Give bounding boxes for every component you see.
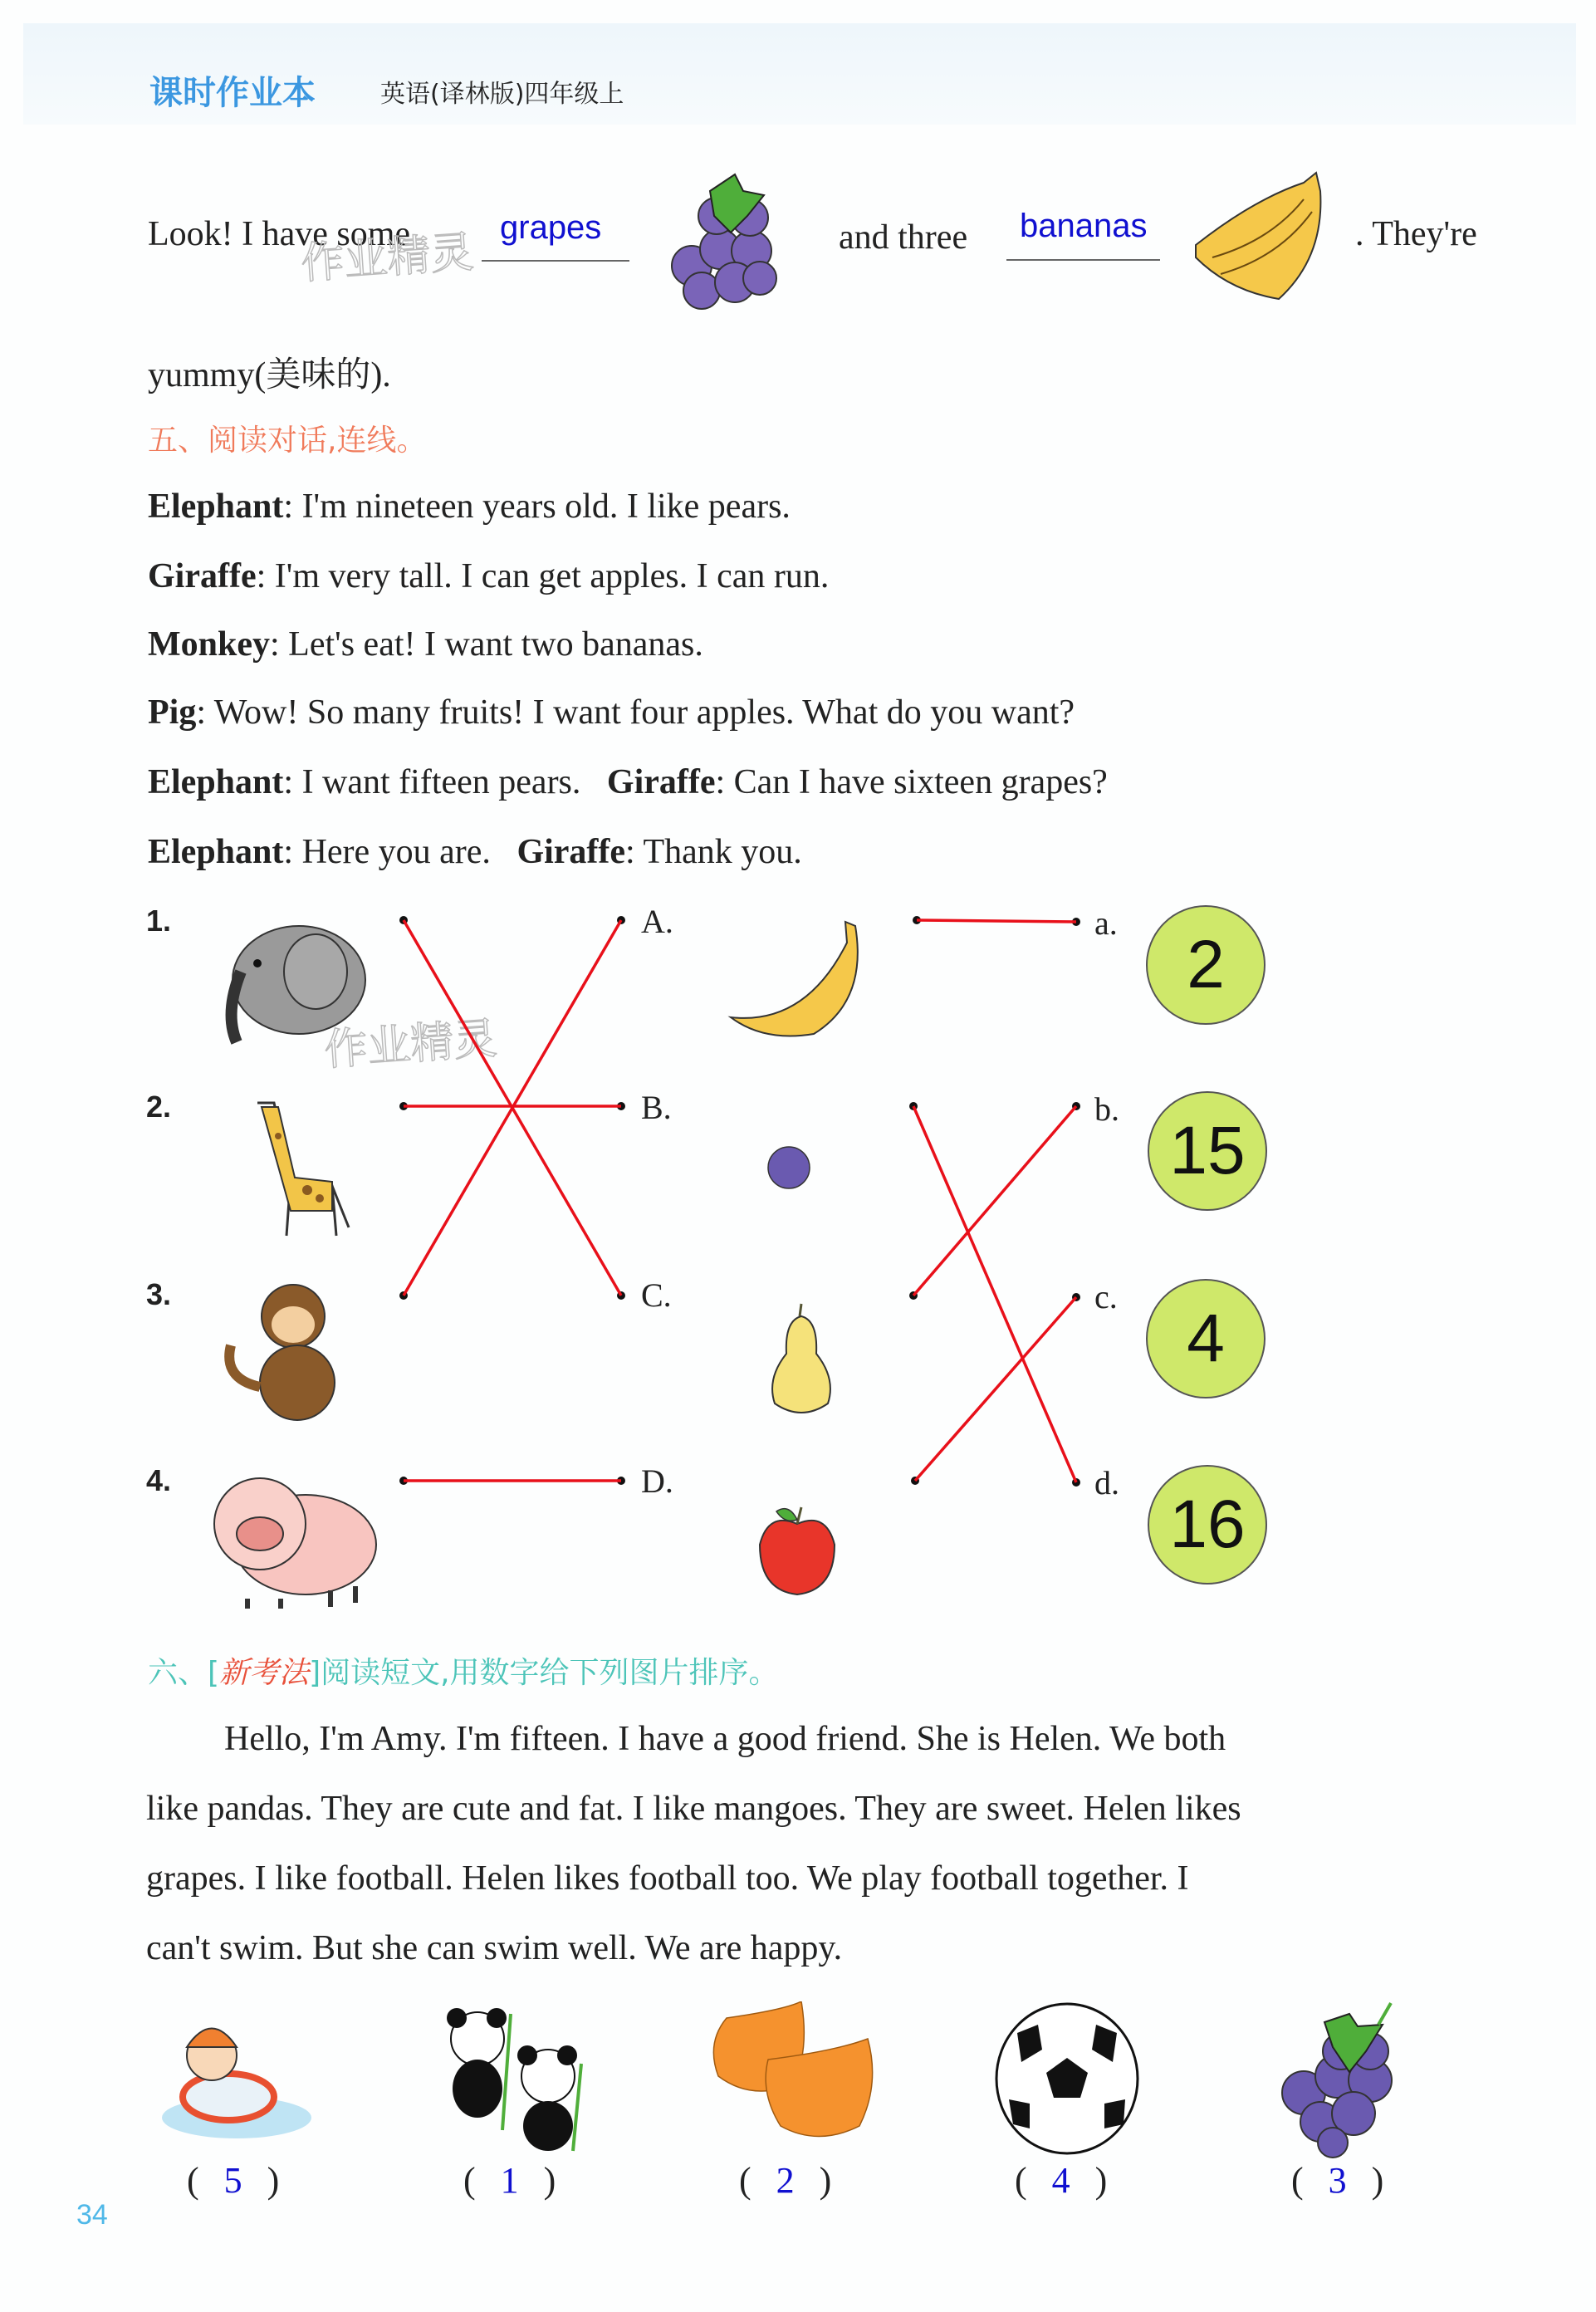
number-label-b: b. bbox=[1094, 1090, 1119, 1128]
sentence-part3: . They're bbox=[1355, 215, 1477, 253]
number-circle-2: 2 bbox=[1146, 905, 1266, 1025]
number-label-d: d. bbox=[1094, 1464, 1119, 1501]
answer-bananas: bananas bbox=[1020, 208, 1148, 244]
animal-num-4: 4. bbox=[146, 1463, 172, 1497]
passage-line-4: can't swim. But she can swim well. We are happy. bbox=[146, 1929, 843, 1967]
order-answer-pandas: ( 1 ) bbox=[463, 2160, 556, 2201]
dialogue-line-3: Monkey: Let's eat! I want two bananas. bbox=[148, 625, 703, 664]
brand-title: 课时作业本 bbox=[149, 74, 316, 112]
pandas-icon bbox=[432, 1997, 606, 2155]
passage-line-3: grapes. I like football. Helen likes football too. We play football together. I bbox=[146, 1859, 1189, 1898]
order-answer-swimming: ( 5 ) bbox=[187, 2160, 280, 2201]
animal-num-3: 3. bbox=[146, 1277, 172, 1311]
number-label-c: c. bbox=[1094, 1278, 1118, 1315]
number-circle-15: 15 bbox=[1148, 1091, 1267, 1211]
watermark: 作业精灵 bbox=[299, 227, 476, 290]
order-answer-football: ( 4 ) bbox=[1015, 2160, 1108, 2201]
passage-line-2: like pandas. They are cute and fat. I like mangoes. They are sweet. Helen likes bbox=[146, 1790, 1241, 1828]
fruit-label-a: A. bbox=[641, 903, 673, 940]
number-circle-16: 16 bbox=[1148, 1465, 1267, 1585]
dialogue-line-6: Elephant: Here you are. Giraffe: Thank you. bbox=[148, 833, 802, 871]
grapes-icon-2 bbox=[1266, 2001, 1416, 2159]
animal-num-2: 2. bbox=[146, 1090, 172, 1124]
football-icon bbox=[992, 2000, 1142, 2158]
fruit-label-d: D. bbox=[641, 1462, 673, 1500]
watermark-2: 作业精灵 bbox=[322, 1013, 499, 1076]
sentence-line2: yummy(美味的). bbox=[148, 356, 391, 394]
swimming-icon bbox=[154, 2010, 328, 2143]
number-circle-4: 4 bbox=[1146, 1279, 1266, 1398]
dialogue-line-4: Pig: Wow! So many fruits! I want four apples. What do you want? bbox=[148, 693, 1075, 732]
fruit-label-c: C. bbox=[641, 1276, 672, 1314]
passage-line-1: Hello, I'm Amy. I'm fifteen. I have a good friend. She is Helen. We both bbox=[224, 1720, 1226, 1758]
section5-title: 五、阅读对话,连线。 bbox=[148, 424, 427, 458]
dialogue-line-5: Elephant: I want fifteen pears. Giraffe: Can I have sixteen grapes? bbox=[148, 763, 1108, 801]
animal-num-1: 1. bbox=[146, 904, 172, 938]
sentence-part1: Look! I have some bbox=[148, 215, 411, 253]
mangoes-icon bbox=[702, 2001, 884, 2151]
page-number: 34 bbox=[76, 2199, 108, 2231]
sentence-part2: and three bbox=[839, 218, 968, 257]
dialogue-line-2: Giraffe: I'm very tall. I can get apples. I can run. bbox=[148, 557, 830, 595]
number-label-a: a. bbox=[1094, 904, 1118, 942]
answer-grapes: grapes bbox=[500, 209, 602, 246]
order-answer-mangoes: ( 2 ) bbox=[739, 2160, 832, 2201]
new-method-tag: 新考法 bbox=[219, 1656, 310, 1690]
dialogue-line-1: Elephant: I'm nineteen years old. I like pears. bbox=[148, 487, 791, 526]
section6-title: 六、[新考法]阅读短文,用数字给下列图片排序。 bbox=[148, 1656, 779, 1690]
order-answer-grapes: ( 3 ) bbox=[1291, 2160, 1384, 2201]
fruit-label-b: B. bbox=[641, 1089, 672, 1126]
book-subtitle: 英语(译林版)四年级上 bbox=[380, 80, 624, 109]
